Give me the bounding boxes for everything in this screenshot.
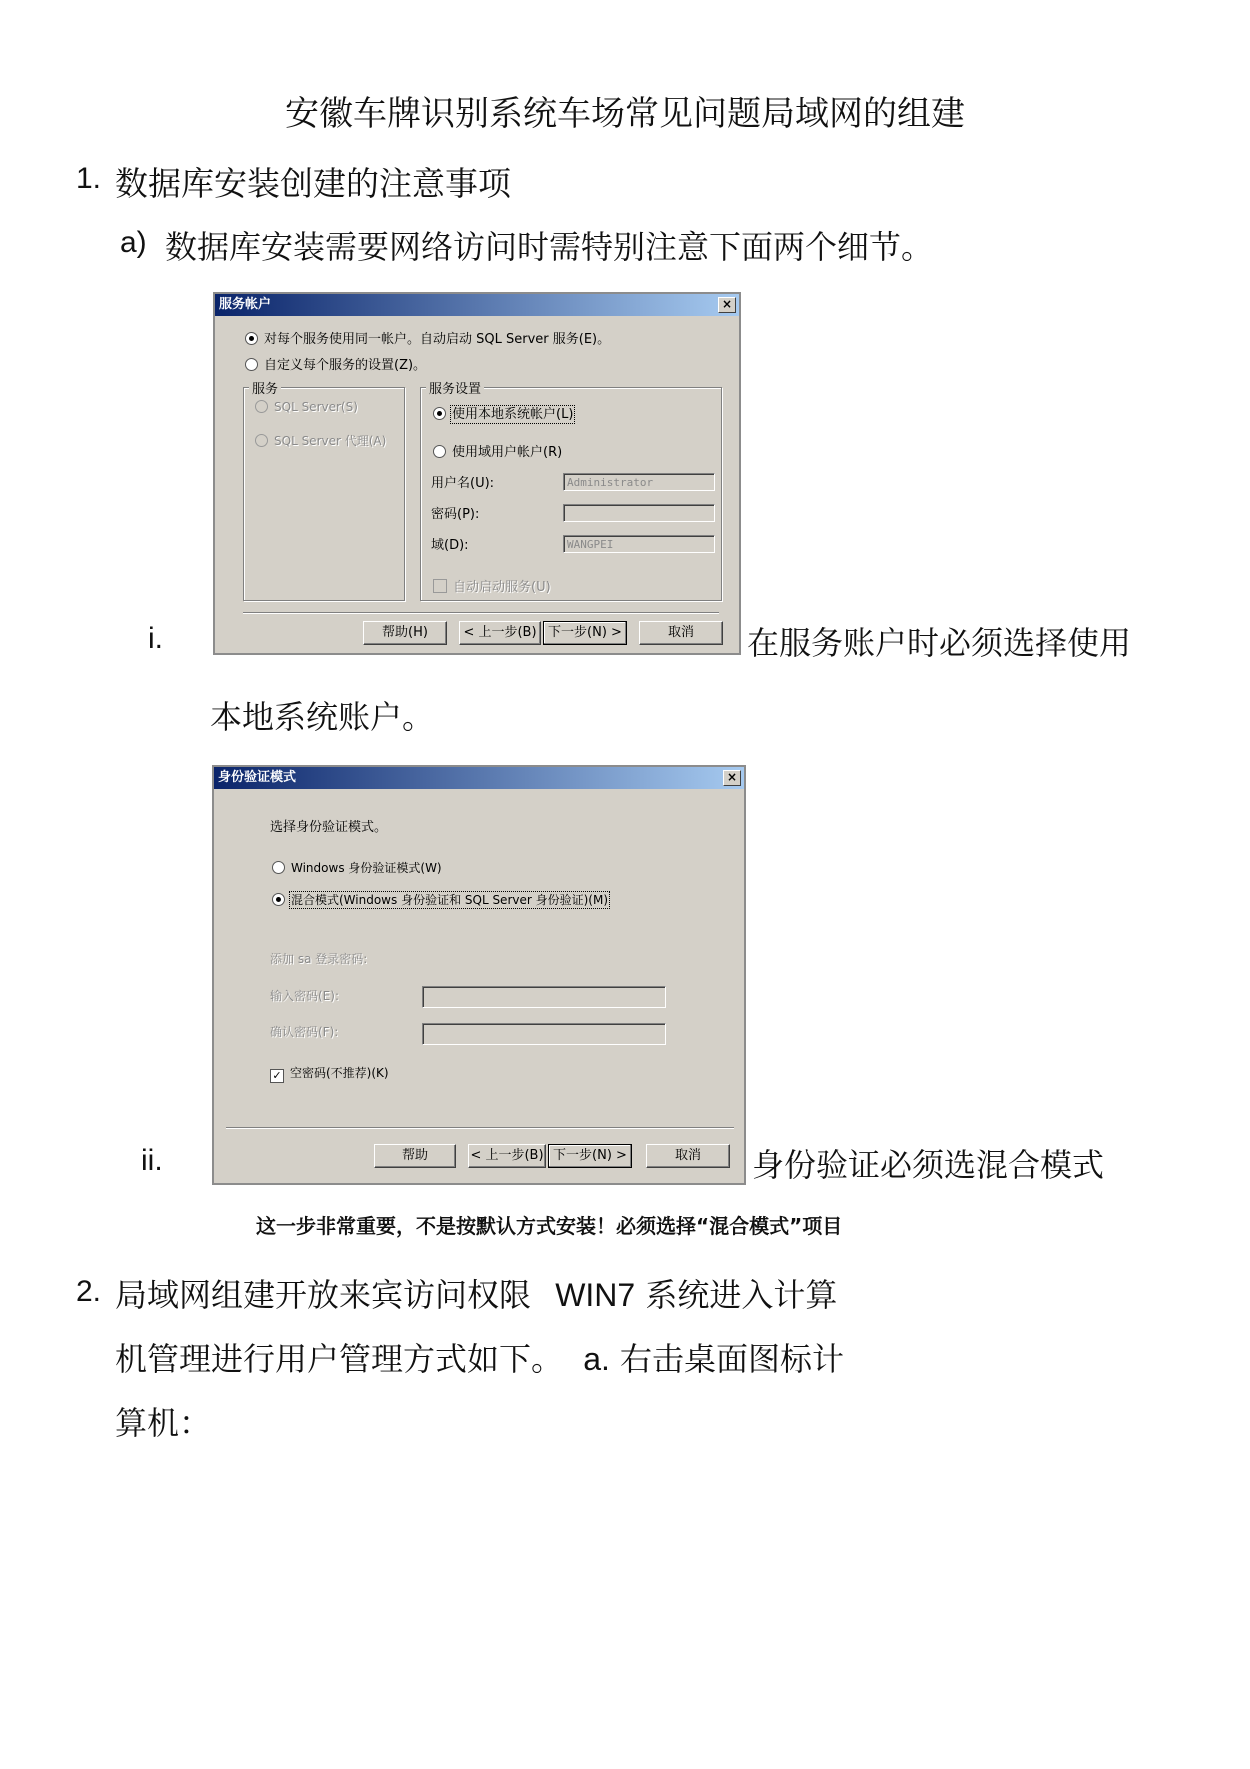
auth-mode-prompt: 选择身份验证模式。: [270, 820, 388, 835]
sa-password-label: 添加 sa 登录密码:: [270, 952, 368, 966]
password-label: 密码(P):: [431, 507, 480, 522]
services-group: [243, 387, 405, 601]
confirm-password-field[interactable]: [422, 1023, 666, 1045]
radio-icon: [255, 434, 268, 447]
important-note: 这一步非常重要，不是按默认方式安装！必须选择“混合模式”项目: [256, 1214, 843, 1238]
cancel-button[interactable]: 取消: [639, 621, 723, 645]
dialog-title: 服务帐户: [219, 297, 272, 312]
cancel-button[interactable]: 取消: [646, 1144, 730, 1168]
help-button[interactable]: 帮助: [374, 1144, 456, 1168]
checkmark-icon: ✓: [270, 1069, 284, 1083]
service-agent-radio[interactable]: SQL Server 代理(A): [255, 432, 386, 449]
dialog-title: 身份验证模式: [218, 770, 297, 785]
close-icon[interactable]: ×: [718, 297, 736, 313]
services-group-label: 服务: [249, 378, 281, 397]
radio-icon: [433, 445, 446, 458]
section-1-heading: 数据库安装创建的注意事项: [115, 164, 511, 203]
item-i-text-line1: 在服务账户时必须选择使用: [747, 624, 1132, 662]
service-account-dialog: [213, 292, 741, 655]
service-sqlserver-radio[interactable]: SQL Server(S): [255, 400, 358, 414]
autostart-service-checkbox[interactable]: 自动启动服务(U): [433, 576, 551, 595]
page-title: 安徽车牌识别系统车场常见问题局域网的组建: [285, 94, 965, 134]
dialog-titlebar: [215, 294, 739, 316]
help-button[interactable]: 帮助(H): [363, 621, 447, 645]
radio-custom-settings[interactable]: 自定义每个服务的设置(Z)。: [245, 354, 426, 373]
service-settings-group-label: 服务设置: [426, 378, 484, 397]
radio-selected-icon: [433, 407, 446, 420]
section-2-line3: 算机：: [115, 1404, 212, 1442]
dialog-separator: [226, 1127, 734, 1129]
username-field[interactable]: Administrator: [563, 473, 715, 491]
checkbox-icon: [433, 579, 447, 593]
next-button[interactable]: 下一步(N) >: [543, 621, 627, 645]
item-ii-text: 身份验证必须选混合模式: [752, 1146, 1105, 1184]
radio-domain-user-account[interactable]: 使用域用户帐户(R): [433, 441, 562, 460]
item-i-marker: i.: [148, 622, 163, 655]
sub-a-text: 数据库安装需要网络访问时需特别注意下面两个细节。: [165, 228, 934, 266]
username-label: 用户名(U):: [431, 476, 495, 491]
close-icon[interactable]: ×: [723, 770, 741, 786]
dialog-separator: [243, 612, 719, 614]
back-button[interactable]: < 上一步(B): [468, 1144, 546, 1168]
radio-local-system-account[interactable]: 使用本地系统帐户(L): [433, 403, 573, 422]
section-2-number: 2.: [76, 1275, 102, 1308]
radio-icon: [272, 861, 285, 874]
password-field[interactable]: [563, 504, 715, 522]
item-ii-marker: ii.: [141, 1144, 163, 1177]
next-button[interactable]: 下一步(N) >: [548, 1144, 632, 1168]
radio-icon: [255, 400, 268, 413]
blank-password-checkbox[interactable]: ✓ 空密码(不推荐)(K): [270, 1064, 389, 1083]
sub-a-marker: a): [120, 226, 147, 259]
section-2-line2: 机管理进行用户管理方式如下。 a. 右击桌面图标计: [115, 1340, 845, 1378]
radio-windows-auth[interactable]: Windows 身份验证模式(W): [272, 859, 442, 876]
radio-same-account[interactable]: 对每个服务使用同一帐户。自动启动 SQL Server 服务(E)。: [245, 328, 610, 347]
back-button[interactable]: < 上一步(B): [459, 621, 541, 645]
section-1-number: 1.: [76, 162, 102, 195]
authentication-mode-dialog: [212, 765, 746, 1185]
enter-password-label: 输入密码(E):: [270, 989, 339, 1003]
radio-mixed-mode[interactable]: 混合模式(Windows 身份验证和 SQL Server 身份验证)(M): [272, 891, 608, 908]
radio-icon: [245, 358, 258, 371]
item-i-text-line2: 本地系统账户。: [210, 698, 435, 736]
radio-selected-icon: [245, 332, 258, 345]
enter-password-field[interactable]: [422, 986, 666, 1008]
section-2-line1: 局域网组建开放来宾访问权限 WIN7 系统进入计算: [115, 1276, 838, 1314]
radio-selected-icon: [272, 893, 285, 906]
domain-field[interactable]: WANGPEI: [563, 535, 715, 553]
dialog-titlebar: [214, 767, 744, 789]
confirm-password-label: 确认密码(F):: [270, 1025, 339, 1039]
domain-label: 域(D):: [431, 538, 469, 553]
